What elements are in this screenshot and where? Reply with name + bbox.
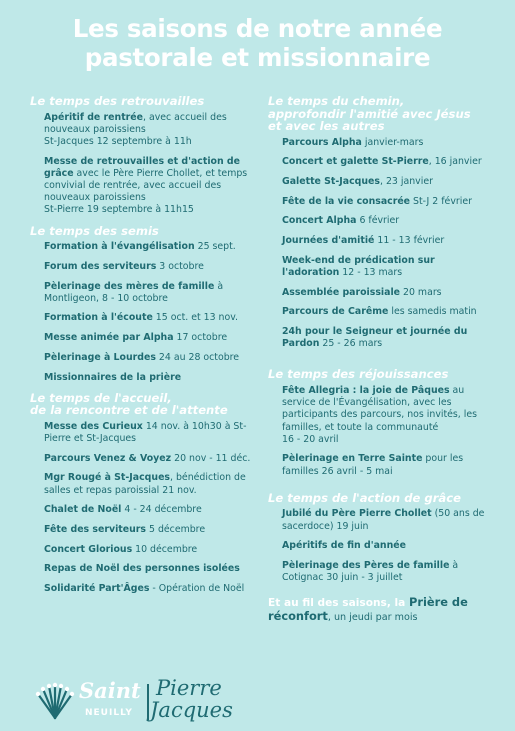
event-detail: 11 - 13 février (374, 235, 445, 247)
event-name: Messe de retrouvailles et d'action de grâce (44, 155, 240, 179)
event-item (44, 524, 252, 536)
event-detail: 10 décembre (132, 543, 198, 555)
event-item (44, 281, 252, 305)
event-detail: janvier-mars (361, 136, 424, 148)
event-detail: , avec accueil des nouveaux paroissiens St-Jacques 12 septembre à 11h (44, 111, 227, 147)
event-item (44, 332, 252, 344)
event-detail: à Montligeon, 8 - 10 octobre (44, 280, 224, 304)
footer-prayer: Prière de réconfort (268, 595, 468, 624)
event-detail: 3 octobre (156, 260, 204, 272)
season-section (30, 392, 252, 596)
event-name: Jubilé du Père Pierre Chollet (282, 508, 432, 520)
event-name: Week-end de prédication sur l'adoration (282, 254, 435, 278)
event-detail: 5 décembre (146, 523, 206, 535)
event-detail: - Opération de Noël (149, 583, 245, 595)
event-detail: 25 sept. (194, 241, 236, 253)
season-title: Le temps des retrouvailles (30, 94, 205, 108)
event-item (282, 326, 490, 350)
event-detail: , 16 janvier (428, 156, 482, 168)
event-name: Galette St-Jacques (282, 175, 380, 187)
footer-note (268, 596, 490, 624)
event-item (282, 196, 490, 208)
event-name: Journées d'amitié (282, 235, 375, 247)
logo-saint-text: Saint (79, 678, 141, 703)
event-item (44, 241, 252, 253)
event-item (44, 453, 252, 465)
season-section (268, 368, 490, 477)
event-item (282, 540, 490, 552)
event-item (282, 235, 490, 247)
event-name: Apéritifs de fin d'année (282, 540, 406, 552)
event-name: Concert et galette St-Pierre (282, 156, 429, 168)
event-detail: 25 - 26 mars (319, 338, 383, 350)
event-name: 24h pour le Seigneur et journée du Pardon (282, 326, 468, 350)
event-detail: 15 oct. et 13 nov. (152, 312, 239, 324)
event-detail: , 23 janvier (380, 175, 433, 187)
season-title: Le temps du chemin, approfondir l'amitié avec Jésus et avec les autres (268, 94, 471, 133)
event-name: Chalet de Noël (44, 504, 122, 516)
footer-sep: , la (386, 597, 410, 610)
event-detail: 12 - 13 mars (339, 266, 403, 278)
event-item (44, 372, 252, 384)
event-name: Pèlerinage des mères de famille (44, 280, 215, 292)
event-name: Apéritif de rentrée (44, 111, 144, 123)
event-detail: au service de l'Évangélisation, avec les participants des parcours, nos invités, les familles, et toute la communauté 16 - 20 avril (282, 384, 478, 445)
event-detail: 4 - 24 décembre (121, 504, 202, 516)
event-name: Fête de la vie consacrée (282, 195, 411, 207)
right-column (268, 95, 490, 624)
season-title: Le temps des semis (30, 223, 159, 238)
event-item (44, 472, 252, 496)
event-name: Solidarité Part'Âges (44, 583, 150, 595)
event-name: Pèlerinage à Lourdes (44, 351, 156, 363)
event-name: Formation à l'écoute (44, 312, 153, 324)
event-name: Mgr Rougé à St-Jacques (44, 472, 171, 484)
event-item (44, 421, 252, 445)
season-section (268, 95, 490, 350)
event-detail: pour les familles 26 avril - 5 mai (282, 453, 464, 477)
event-detail: 20 nov - 11 déc. (171, 452, 251, 464)
event-item (282, 255, 490, 279)
event-detail: à Cotignac 30 juin - 3 juillet (282, 559, 459, 584)
event-detail: 14 nov. à 10h30 à St-Pierre et St-Jacques (44, 420, 247, 444)
event-detail: (50 ans de sacerdoce) 19 juin (282, 508, 485, 532)
event-item (44, 544, 252, 556)
left-column (30, 95, 252, 603)
season-title: Le temps de l'accueil, de la rencontre et de l'attente (30, 390, 228, 418)
event-item (282, 453, 490, 477)
event-name: Forum des serviteurs (44, 260, 157, 272)
event-name: Repas de Noël des personnes isolées (44, 563, 240, 575)
season-section (30, 225, 252, 384)
season-section (30, 95, 252, 217)
logo-jacques-text: Jacques (150, 698, 233, 722)
event-item (44, 352, 252, 364)
event-name: Fête des serviteurs (44, 523, 147, 535)
event-name: Parcours Venez & Voyez (44, 452, 172, 464)
event-name: Messe des Curieux (44, 420, 143, 432)
event-name: Concert Alpha (282, 215, 357, 227)
event-detail: 20 mars (400, 286, 442, 298)
event-item (44, 563, 252, 575)
season-title: Le temps de l'action de grâce (268, 490, 461, 505)
event-item (282, 137, 490, 149)
season-title: Le temps des réjouissances (268, 367, 449, 382)
event-item (282, 560, 490, 584)
event-name: Assemblée paroissiale (282, 286, 401, 298)
logo-pierre-text: Pierre (156, 676, 222, 700)
footer-lead: Et au fil des saisons (268, 597, 387, 610)
parish-logo (33, 678, 243, 724)
event-detail: 24 au 28 octobre (155, 351, 240, 363)
event-name: Fête Allegria : la joie de Pâques (282, 384, 450, 396)
shell-emblem-icon (33, 680, 77, 722)
event-name: Concert Glorious (44, 543, 133, 555)
event-name: Pèlerinage des Pères de famille (282, 559, 450, 571)
event-item (282, 156, 490, 168)
event-item (282, 306, 490, 318)
event-item (44, 112, 252, 149)
event-item (44, 583, 252, 595)
event-item (44, 504, 252, 516)
event-detail: 17 octobre (173, 332, 228, 344)
event-item (44, 156, 252, 217)
event-name: Parcours Alpha (282, 136, 362, 148)
event-detail: , bénédiction de salles et repas paroissial 21 nov. (44, 472, 246, 496)
event-item (282, 176, 490, 188)
event-item (282, 508, 490, 532)
event-name: Formation à l'évangélisation (44, 241, 195, 253)
event-item (282, 385, 490, 446)
event-name: Pèlerinage en Terre Sainte (282, 453, 423, 465)
event-detail: St-J 2 février (410, 195, 472, 207)
event-detail: les samedis matin (388, 306, 477, 318)
logo-neuilly-text: NEUILLY (85, 708, 133, 718)
event-name: Messe animée par Alpha (44, 332, 174, 344)
event-detail: 6 février (356, 215, 400, 227)
logo-cross-bar (147, 684, 149, 720)
season-section (268, 492, 490, 585)
event-item (44, 261, 252, 273)
footer-frequency: , un jeudi par mois (327, 612, 418, 624)
event-detail: avec le Père Pierre Chollet, et temps convivial de rentrée, avec accueil des nouveaux paroissiens St-Pierre 19 septembre à 11h15 (44, 167, 248, 216)
event-item (282, 287, 490, 299)
event-name: Parcours de Carême (282, 306, 389, 318)
event-name: Missionnaires de la prière (44, 371, 182, 383)
page-title: Les saisons de notre année pastorale et missionnaire (72, 14, 443, 72)
event-item (44, 312, 252, 324)
event-item (282, 215, 490, 227)
